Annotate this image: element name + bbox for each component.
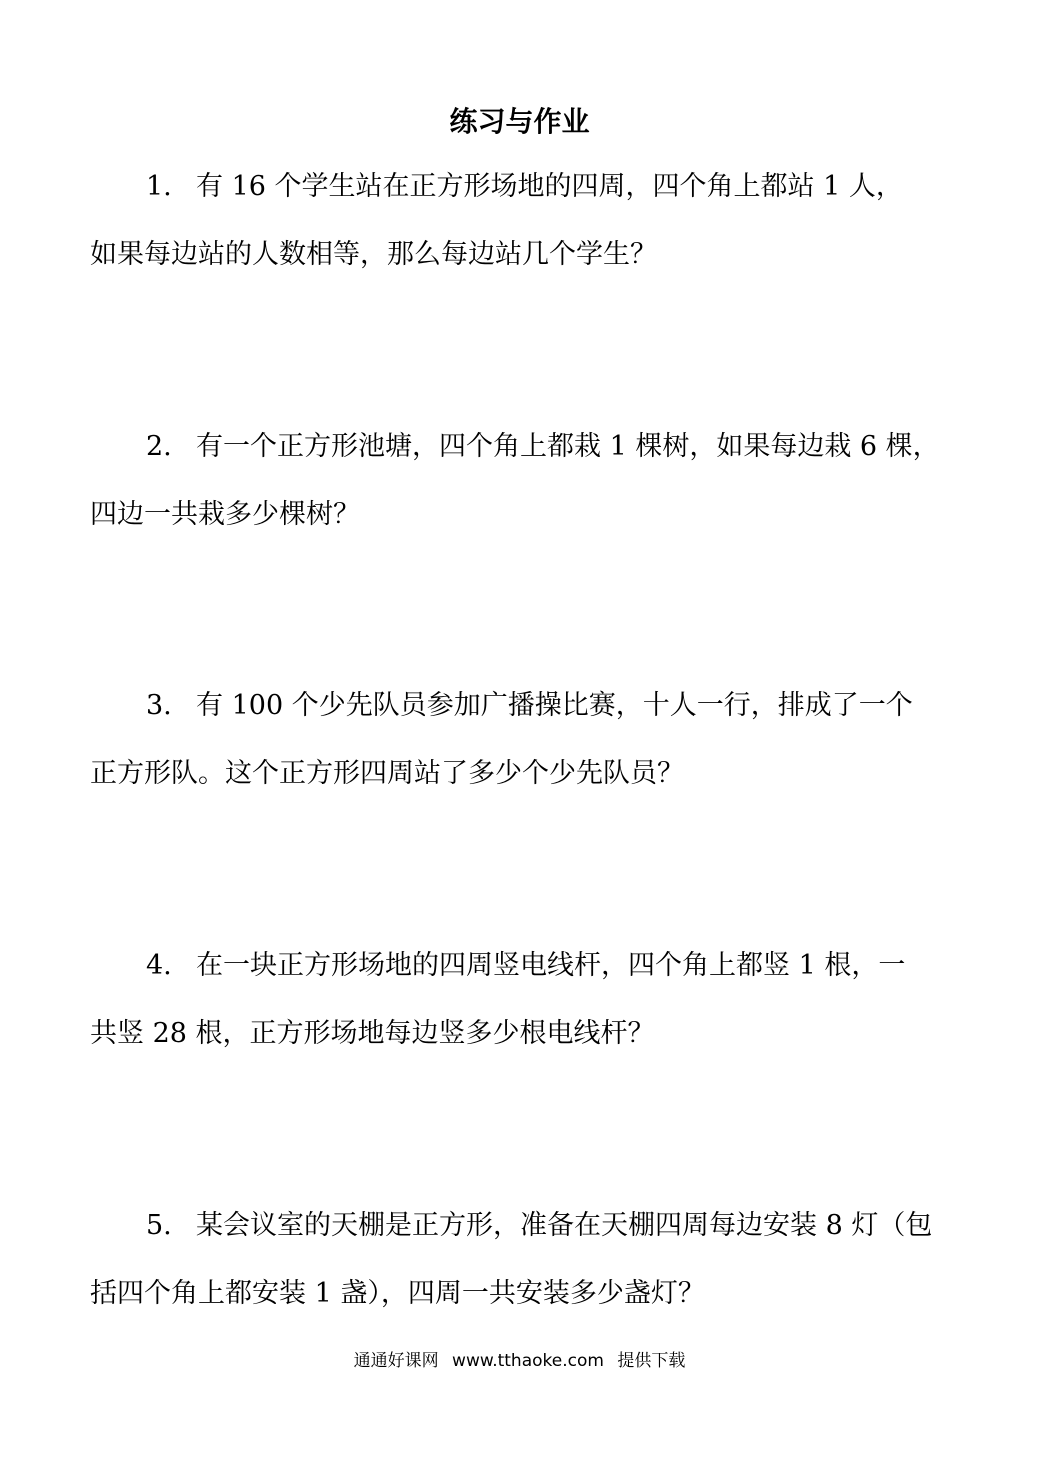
footer-url-link[interactable]: www.tthaoke.com [452, 1351, 604, 1371]
question-text: 某会议室的天棚是正方形，准备在天棚四周每边安装 8 灯（包 [196, 1210, 933, 1241]
question-text: 有 100 个少先队员参加广播操比赛，十人一行，排成了一个 [196, 690, 913, 721]
question-text: 有 16 个学生站在正方形场地的四周，四个角上都站 1 人， [196, 171, 903, 202]
question-5-line-1 [90, 1192, 952, 1260]
question-number: 5. [146, 1210, 172, 1241]
question-text: 在一块正方形场地的四周竖电线杆，四个角上都竖 1 根，一 [196, 950, 906, 981]
question-3 [90, 672, 952, 808]
question-1-line-1 [90, 153, 952, 221]
question-5 [90, 1192, 952, 1328]
question-4-line-1 [90, 932, 952, 1000]
page-title: 练习与作业 [449, 105, 590, 138]
question-2-line-2: 四边一共栽多少棵树？ [90, 499, 360, 530]
question-1-line-2: 如果每边站的人数相等，那么每边站几个学生？ [90, 239, 657, 270]
footer-suffix: 提供下载 [617, 1351, 686, 1371]
question-number: 3. [146, 690, 172, 721]
question-3-line-2: 正方形队。这个正方形四周站了多少个少先队员？ [90, 758, 684, 789]
question-2-line-1 [90, 413, 952, 481]
question-4-line-2: 共竖 28 根，正方形场地每边竖多少根电线杆？ [90, 1018, 655, 1049]
question-number: 2. [146, 431, 172, 462]
question-3-line-1 [90, 672, 952, 740]
question-text: 有一个正方形池塘，四个角上都栽 1 棵树，如果每边栽 6 棵， [196, 431, 940, 462]
footer-site-name: 通通好课网 [353, 1351, 439, 1371]
question-number: 4. [146, 950, 172, 981]
question-1 [90, 153, 952, 289]
question-2 [90, 413, 952, 549]
question-number: 1. [146, 171, 172, 202]
question-4 [90, 932, 952, 1068]
page-footer [0, 1348, 1039, 1374]
question-5-line-2: 括四个角上都安装 1 盏），四周一共安装多少盏灯？ [90, 1278, 705, 1309]
